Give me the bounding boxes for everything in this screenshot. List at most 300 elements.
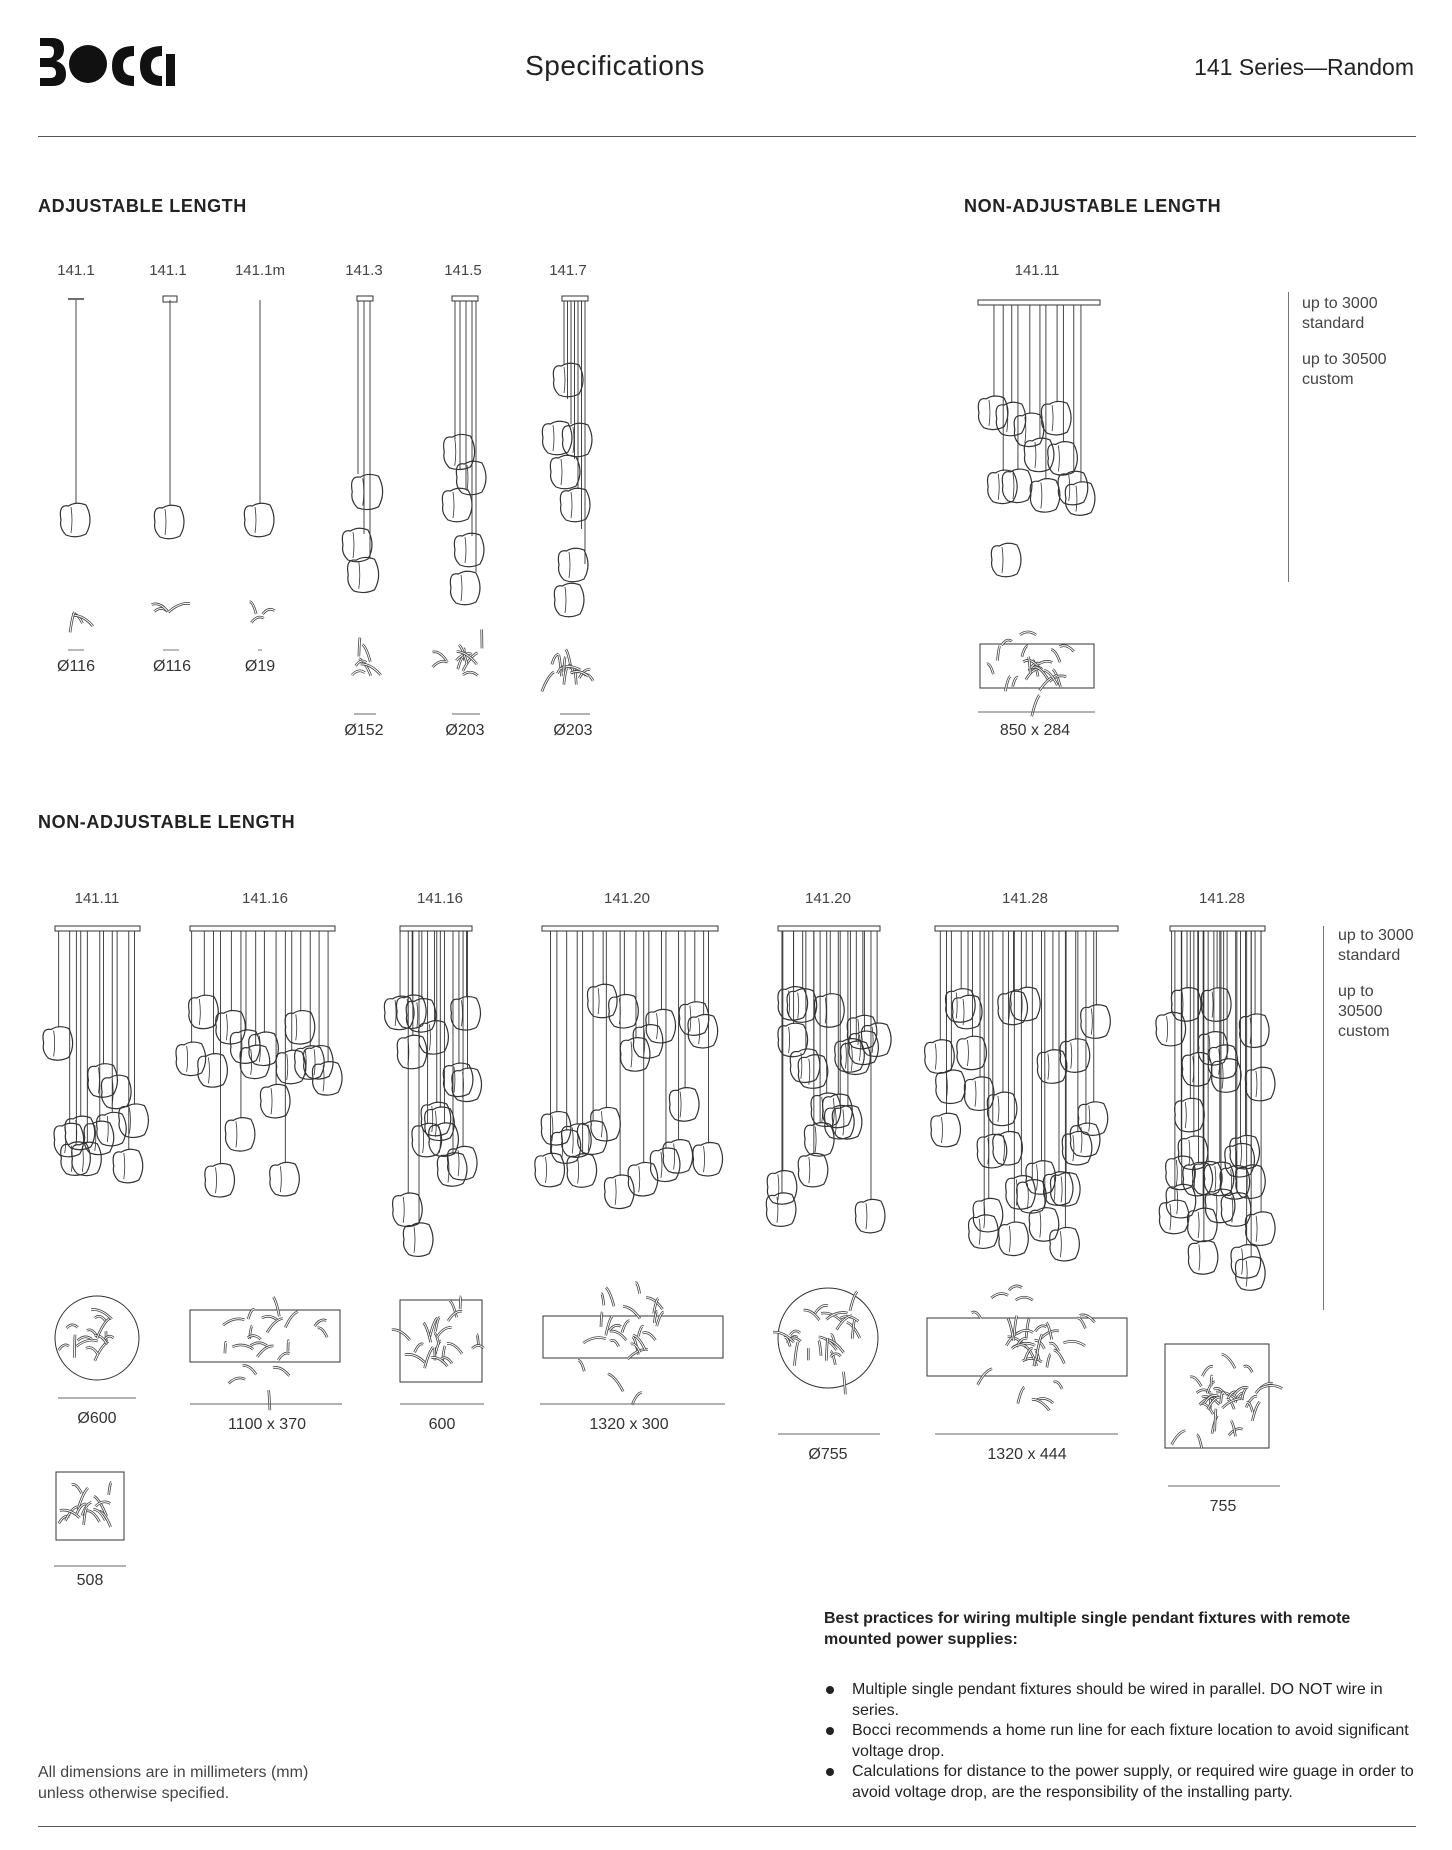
pendant-glass-detail [1002,547,1003,573]
pendant-glass-shape [1245,1067,1275,1101]
model-label: 141.16 [417,890,463,907]
pendant-glass-shape [348,557,379,592]
pendant-glass-shape [650,1148,680,1182]
pendant-glass-detail [1037,1164,1038,1190]
pendant-glass-shape [766,1193,796,1227]
model-label: 141.1 [149,262,187,279]
pendant-glass-detail [95,1125,96,1151]
pendant-glass-detail [699,1018,700,1044]
pendant-glass-shape [1183,1162,1213,1196]
pendant-glass-detail [975,1081,976,1107]
pendant-glass-detail [963,999,964,1025]
best-practice-item [824,1762,1424,1803]
pendant-glass-shape [663,1140,693,1174]
pendant-glass-shape [60,503,90,537]
pendant-glass-detail [872,1027,873,1053]
pendant-glass-shape [996,402,1026,436]
pendant-glass-detail [1071,1043,1072,1069]
series-name: 141 Series—Random [1194,54,1414,80]
plan-view-glass [632,1393,642,1405]
pendant-glass-detail [1199,1244,1200,1270]
best-practice-item [824,1680,1424,1721]
plan-view-glass [978,1369,992,1385]
pendant-glass-shape [562,1124,592,1158]
pendant-glass-shape [987,1092,1017,1126]
pendant-glass-detail [1003,1135,1004,1161]
dimension-label: Ø203 [445,722,485,739]
canopy [55,926,140,931]
pendant-glass-shape [669,1088,699,1122]
pendant-glass-shape [451,997,481,1031]
plan-view-glass [87,1511,100,1522]
plan-view-glass [608,1374,623,1392]
pendant-glass-shape [1050,1227,1080,1261]
model-label: 141.5 [444,262,482,279]
pendant-glass-shape [1239,1014,1269,1048]
pendant-glass-shape [1081,1005,1111,1039]
pendant-glass-detail [1054,1176,1055,1202]
pendant-glass-shape [925,1040,955,1074]
pendant-glass-detail [1242,1248,1243,1274]
dimension-label: 755 [1209,1498,1237,1515]
pendant-glass-shape [113,1149,143,1183]
pendant-glass-shape [97,1112,127,1146]
pendant-glass-detail [1193,1056,1194,1082]
model-label: 141.1m [234,262,286,279]
plan-view-glass [1032,1399,1050,1410]
pendant-glass-shape [946,989,976,1023]
canopy [562,296,588,301]
pendant-glass-detail [403,1197,404,1223]
pendant-glass-detail [1240,1139,1241,1165]
pendant-glass-detail [129,1108,130,1134]
pendant-glass-detail [1009,1226,1010,1252]
canopy [778,926,880,931]
pendant-glass-detail [199,999,200,1025]
pendant-glass-shape [693,1142,723,1176]
pendant-glass-shape [403,1223,433,1257]
pendant-glass-detail [835,1109,836,1135]
best-practice-text: Bocci recommends a home run line for each fixture location to avoid significant voltage drop. [852,1722,1409,1760]
plan-view-glass-highlight [74,1335,75,1358]
pendant-glass-shape [397,1035,427,1069]
plan-view-glass [542,672,554,692]
pendant-glass-shape [119,1104,149,1138]
pendant-glass-shape [1058,471,1088,505]
pendant-glass-shape [1078,1102,1108,1136]
canopy [1170,926,1265,931]
pendant-glass-detail [1189,1140,1190,1166]
pendant-glass-detail [809,1157,810,1183]
pendant-glass-detail [1232,1197,1233,1223]
pendant-glass-shape [54,1123,84,1157]
pendant-glass-shape [993,1132,1023,1166]
pendant-glass-shape [1070,1123,1100,1157]
pendant-glass-detail [851,1045,852,1071]
pendant-glass-detail [778,1174,779,1200]
dimension-label: Ø152 [344,722,384,739]
pendant-glass-detail [789,990,790,1016]
pendant-glass-shape [604,1175,634,1209]
pendant-glass-detail [467,465,468,491]
pendant-glass-detail [553,425,554,451]
plan-outline [56,1472,124,1540]
pendant-glass-detail [314,1049,315,1075]
pendant-glass-detail [571,492,572,518]
pendant-glass-detail [1040,1211,1041,1237]
pendant-glass-shape [176,1042,206,1076]
pendant-glass-detail [956,992,957,1018]
pendant-glass-shape [1175,1098,1205,1132]
pendant-glass-shape [72,1142,102,1176]
pendant-glass-shape [101,1075,131,1109]
model-label: 141.16 [242,890,288,907]
plan-view-glass [622,1321,630,1333]
pendant-glass-detail [458,1150,459,1176]
section-title-adjustable: ADJUSTABLE LENGTH [38,196,247,216]
pendant-glass-detail [208,1057,209,1083]
pendant-glass-detail [631,1041,632,1067]
model-label: 141.20 [805,890,851,907]
pendant-glass-detail [615,1179,616,1205]
pendant-glass-detail [461,575,462,601]
pendant-glass-detail [1073,1135,1074,1161]
pendant-glass-detail [565,587,566,613]
pendant-glass-shape [936,1070,966,1104]
pendant-glass-detail [461,1000,462,1026]
pendant-glass-shape [447,1146,477,1180]
pendant-glass-detail [858,1019,859,1045]
pendant-glass-shape [43,1027,73,1061]
pendant-glass-detail [967,1040,968,1066]
pendant-glass-shape [646,1009,676,1043]
length-note-custom: up to 30500 custom [1302,351,1387,388]
pendant-glass-detail [1185,1102,1186,1128]
pendant-glass-shape [1230,1135,1260,1169]
pendant-glass-shape [633,1025,663,1059]
pendant-glass-detail [801,1053,802,1079]
pendant-glass-detail [866,1203,867,1229]
pendant-glass-detail [455,438,456,466]
pendant-glass-detail [453,492,454,518]
pendant-glass-detail [825,997,826,1023]
pendant-glass-shape [205,1164,235,1198]
pendant-glass-shape [454,533,484,567]
bullet-icon [826,1727,834,1735]
plan-view-glass [97,1318,110,1338]
length-note-standard: up to 3000 standard [1302,295,1378,332]
dimension-label: Ø116 [57,658,95,675]
pendant-glass-detail [429,1024,430,1050]
pendant-glass-detail [1176,1160,1177,1186]
plan-view-glass [1222,1354,1235,1368]
canopy [400,926,472,931]
pendant-glass-detail [572,1128,573,1154]
pendant-glass-shape [841,1041,871,1075]
pendant-glass-shape [1014,413,1044,447]
pendant-glass-shape [225,1118,255,1152]
pendant-glass-detail [124,1153,125,1179]
plan-view-glass [392,1330,410,1340]
pendant-glass-shape [620,1038,650,1072]
pendant-glass-detail [1222,1063,1223,1089]
canopy [357,296,373,301]
pendant-glass-detail [82,1146,83,1172]
pendant-glass-detail [363,478,364,506]
pendant-glass-shape [1030,479,1060,513]
pendant-glass-shape [798,1153,828,1187]
pendant-glass-detail [998,1096,999,1122]
model-label: 141.7 [549,262,587,279]
pendant-glass-shape [551,1130,581,1164]
pendant-glass-shape [977,1134,1007,1168]
canopy [935,926,1118,931]
pendant-glass-detail [1052,405,1053,431]
pendant-glass-detail [815,1126,816,1152]
pendant-glass-detail [71,507,72,533]
pendant-glass-detail [1170,1204,1171,1230]
pendant-glass-detail [935,1044,936,1070]
pendant-glass-shape [587,984,617,1018]
pendant-glass-detail [941,1117,942,1143]
model-label: 141.20 [604,890,650,907]
plan-view-glass [1054,1350,1065,1364]
canopy [452,296,478,301]
pendant-glass-detail [569,552,570,578]
pendant-glass-shape [342,528,372,562]
section-title-non-adjustable-top: NON-ADJUSTABLE LENGTH [964,196,1222,216]
page-title: Specifications [525,50,705,81]
pendant-glass-detail [271,1088,272,1114]
pendant-glass-detail [1013,473,1014,499]
pendant-glass-detail [395,1000,396,1026]
plan-view-glass [73,616,93,627]
pendant-glass-shape [393,1193,423,1227]
pendant-glass-shape [798,1055,828,1089]
dimension-label: Ø19 [244,658,276,675]
pendant-glass-detail [564,367,565,393]
pendant-glass-detail [287,1054,288,1080]
pendant-glass-detail [979,1219,980,1245]
pendant-glass-shape [1171,988,1201,1022]
pendant-glass-detail [1215,1166,1216,1192]
pendant-glass-shape [562,423,592,457]
pendant-glass-shape [437,1153,467,1187]
pendant-glass-detail [98,1067,99,1093]
canopy [190,926,335,931]
pendant-glass-detail [1041,482,1042,508]
pendant-glass-detail [859,1035,860,1061]
model-label: 141.28 [1002,890,1048,907]
pendant-glass-detail [777,1197,778,1223]
pendant-glass-detail [639,1166,640,1192]
pendant-glass-detail [296,1014,297,1040]
pendant-glass-shape [442,488,472,522]
pendant-glass-shape [1182,1053,1212,1087]
pendant-glass-shape [240,1045,270,1079]
pendant-glass-detail [601,1111,602,1137]
section-title-non-adjustable-bottom: NON-ADJUSTABLE LENGTH [38,812,296,832]
pendant-glass-detail [1069,475,1070,501]
pendant-glass-shape [1024,438,1054,472]
pendant-glass-shape [679,1002,709,1036]
pendant-glass-detail [546,1157,547,1183]
pendant-glass-shape [249,1032,279,1066]
plan-view-glass [1051,650,1060,663]
pendant-glass-detail [680,1091,681,1117]
model-label: 141.11 [1014,262,1060,279]
model-label: 141.28 [1199,890,1245,907]
plan-view-glass [285,1312,298,1328]
pendant-glass-shape [609,994,639,1028]
pendant-glass-detail [465,537,466,563]
dimension-label: 1320 x 300 [589,1416,669,1433]
pendant-glass-shape [303,1046,333,1080]
pendant-glass-detail [843,1109,844,1135]
dimension-label: Ø203 [553,722,593,739]
pendant-glass-detail [704,1146,705,1172]
pendant-glass-shape [855,1199,885,1233]
plan-view-glass [257,1346,273,1357]
pendant-glass-shape [560,488,590,522]
pendant-glass-shape [591,1107,621,1141]
pendant-glass-shape [154,505,184,539]
pendant-glass-detail [809,1059,810,1085]
pendant-glass-detail [998,474,999,500]
pendant-glass-detail [1256,1071,1257,1097]
dimension-label: 1320 x 444 [987,1446,1067,1463]
pendant-glass-detail [598,988,599,1014]
pendant-glass-shape [787,989,817,1023]
dimension-label: 1100 x 370 [228,1416,306,1433]
pendant-glass-shape [535,1153,565,1187]
pendant-glass-detail [1167,1016,1168,1042]
pendant-glass-detail [417,1002,418,1028]
pendant-glass-detail [226,1014,227,1040]
pendant-glass-shape [790,1049,820,1083]
pendant-glass-detail [1198,1212,1199,1238]
pendant-glass-shape [198,1054,228,1088]
pendant-glass-shape [991,543,1021,577]
pendant-glass-detail [187,1046,188,1072]
pendant-glass-detail [1091,1009,1092,1035]
footer-divider [38,1826,1416,1827]
pendant-glass-detail [1216,1193,1217,1219]
pendant-glass-detail [845,1042,846,1068]
pendant-glass-shape [1188,1241,1218,1275]
dimension-label: Ø116 [153,658,191,675]
pendant-glass-detail [1256,1216,1257,1242]
best-practice-text: Calculations for distance to the power supply, or required wire guage in order to avoid voltage drop, are the responsibility of the installing party. [852,1763,1414,1801]
pendant-glass-detail [1076,486,1077,512]
pendant-glass-shape [1225,1143,1255,1177]
pendant-glass-detail [236,1121,237,1147]
plan-view-glass [623,1306,640,1318]
pendant-glass-shape [804,1123,834,1157]
dimension-label: 850 x 284 [999,722,1071,739]
pendant-glass-shape [276,1050,306,1084]
best-practice-text: Multiple single pendant fixtures should be wired in parallel. DO NOT wire in series. [852,1681,1383,1719]
pendant-glass-detail [280,1166,281,1192]
pendant-glass-shape [999,1222,1029,1256]
pendant-glass-detail [573,427,574,453]
pendant-glass-detail [359,561,360,589]
pendant-glass-shape [931,1113,961,1147]
pendant-glass-detail [588,1125,589,1151]
canopy [978,300,1100,305]
pendant-glass-detail [54,1030,55,1056]
best-practices-title: Best practices for wiring multiple single pendant fixtures with remote mounted power supplies: [824,1610,1351,1648]
pendant-glass-detail [107,1116,108,1142]
pendant-glass-detail [1058,445,1059,471]
pendant-glass-shape [998,991,1028,1025]
pendant-glass-shape [352,474,383,509]
model-label: 141.11 [74,890,120,907]
pendant-glass-detail [552,1115,553,1141]
pendant-glass-shape [628,1162,658,1196]
best-practices-list [824,1680,1424,1803]
length-note-standard: up to 3000 standard [1338,927,1414,964]
pendant-glass-shape [1187,1208,1217,1242]
model-label: 141.1 [57,262,95,279]
pendant-glass-detail [1025,417,1026,443]
pendant-glass-shape [832,1106,862,1140]
pendant-glass-detail [789,1027,790,1053]
pendant-glass-detail [561,459,562,485]
pendant-glass-detail [1231,1169,1232,1195]
pendant-glass-detail [165,509,166,535]
pendant-glass-shape [1231,1245,1261,1279]
pendant-glass-shape [270,1162,300,1196]
pendant-glass-shape [553,363,583,397]
bullet-icon [826,1686,834,1694]
pendant-glass-detail [1048,1054,1049,1080]
model-label: 141.3 [345,262,383,279]
pendant-glass-shape [244,503,274,537]
units-note: All dimensions are in millimeters (mm) unless otherwise specified. [38,1764,309,1802]
pendant-glass-shape [567,1154,597,1188]
pendant-glass-detail [1089,1106,1090,1132]
dimension-label: 600 [428,1416,456,1433]
pendant-glass-detail [674,1143,675,1169]
dimension-label: Ø600 [77,1410,117,1427]
pendant-glass-detail [661,1152,662,1178]
pendant-glass-detail [578,1158,579,1184]
pendant-glass-detail [989,400,990,426]
pendant-glass-detail [439,1127,440,1153]
pendant-glass-shape [688,1014,718,1048]
plan-view-glass [1172,1431,1186,1445]
pendant-glass-shape [964,1077,994,1111]
plan-view-glass [267,1318,283,1332]
pendant-glass-detail [255,507,256,533]
pendant-glass-detail [216,1167,217,1193]
dimension-label: 508 [76,1572,104,1589]
bullet-icon [826,1768,834,1776]
best-practice-item [824,1721,1424,1762]
pendant-glass-shape [957,1036,987,1070]
pendant-glass-detail [1035,442,1036,468]
pendant-glass-detail [1212,992,1213,1018]
pendant-glass-detail [988,1138,989,1164]
pendant-glass-shape [554,583,584,617]
pendant-glass-detail [1177,1188,1178,1214]
dimension-label: Ø755 [808,1446,848,1463]
pendant-glass-detail [353,532,354,558]
canopy [542,926,718,931]
pendant-glass-shape [1043,1172,1073,1206]
pendant-glass-shape [1062,1131,1092,1165]
